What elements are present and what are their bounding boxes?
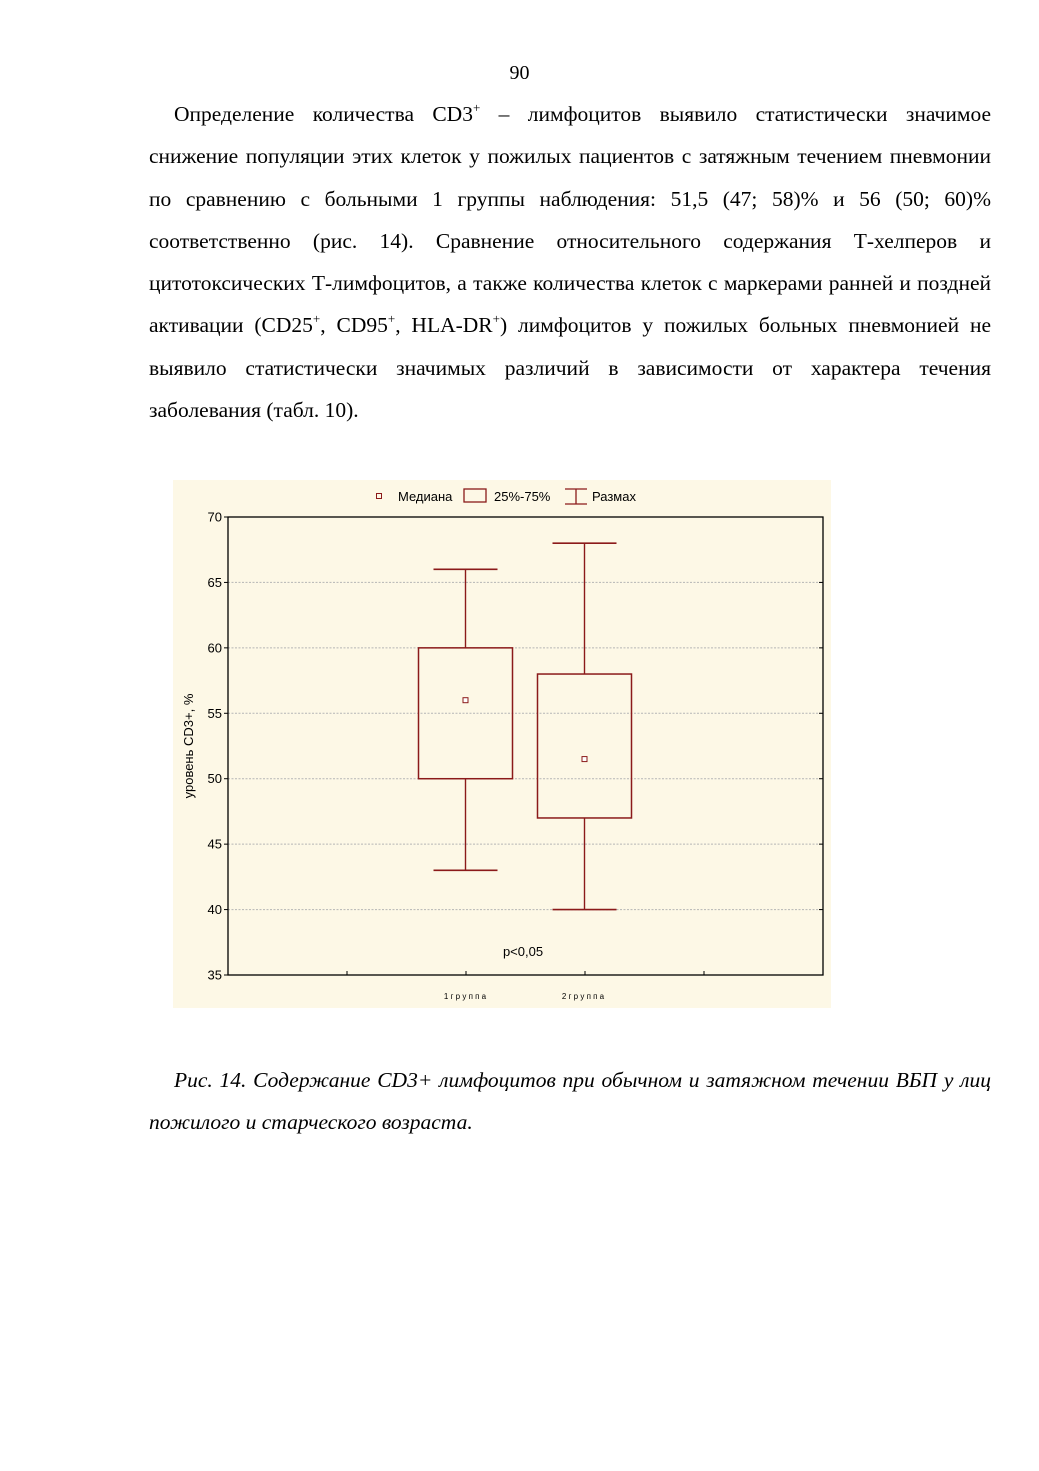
box-group-1 bbox=[419, 569, 513, 870]
iqr-box bbox=[538, 674, 632, 818]
x-tick-label-group-1: 1 г р у п п а bbox=[443, 992, 487, 1001]
p-value-annotation: p<0,05 bbox=[502, 944, 544, 959]
y-axis bbox=[208, 510, 823, 983]
paragraph-text-4: , HLA-DR bbox=[395, 313, 493, 338]
legend-box-marker bbox=[464, 489, 486, 502]
median-marker bbox=[582, 757, 587, 762]
paragraph-text-2: – лимфоцитов выявило статистически значимое снижение популяции этих клеток у пожилых пациентов с затяжным течением пневмонии по сравнению с больными 1 группы наблюдения: 51,5 (47; 58)% и 56 (50; 60)% соответственно (рис. 14). Сравнение относительного содержания Т-хелперов и цитотоксических Т-лимфоцитов, а также количества клеток с маркерами ранней и поздней активации (CD25 bbox=[149, 102, 992, 338]
y-tick-label: 60 bbox=[207, 640, 222, 656]
y-tick-label: 50 bbox=[207, 771, 222, 787]
y-tick-label: 70 bbox=[207, 509, 222, 525]
body-paragraph bbox=[149, 93, 991, 431]
legend-range-marker bbox=[565, 489, 587, 504]
box-plot-groups bbox=[419, 543, 632, 909]
y-tick-label: 40 bbox=[207, 902, 222, 918]
box-plot-chart bbox=[173, 480, 831, 1008]
y-tick-label: 45 bbox=[207, 836, 222, 852]
legend-median-label: Медиана bbox=[398, 489, 453, 504]
legend-median-marker bbox=[377, 494, 382, 499]
superscript-plus-3: + bbox=[387, 311, 396, 327]
legend-range-label: Размах bbox=[592, 489, 636, 504]
x-tick-label-group-2: 2 г р у п п а bbox=[561, 992, 605, 1001]
legend-box-label: 25%-75% bbox=[494, 489, 551, 504]
y-tick-label: 55 bbox=[207, 705, 222, 721]
figure-caption: Рис. 14. Содержание CD3+ лимфоцитов при обычном и затяжном течении ВБП у лиц пожилого и старческого возраста. bbox=[149, 1068, 991, 1135]
grid-lines bbox=[228, 582, 823, 909]
y-axis-label: уровень CD3+, % bbox=[181, 693, 196, 799]
legend bbox=[377, 489, 637, 504]
median-marker bbox=[463, 698, 468, 703]
box-group-2 bbox=[538, 543, 632, 909]
y-tick-label: 35 bbox=[207, 967, 222, 983]
figure-box-plot bbox=[173, 480, 831, 1008]
paragraph-text-1: Определение количества CD3 bbox=[174, 102, 473, 126]
plot-frame bbox=[228, 517, 823, 975]
paragraph-text-3: , CD95 bbox=[320, 313, 388, 338]
paragraph-text-5: ) лимфоцитов у пожилых больных пневмонией не выявило статистически значимых различий в зависимости от характера течения заболевания (табл. 10). bbox=[149, 313, 992, 423]
y-tick-label: 65 bbox=[207, 574, 222, 590]
superscript-plus-2: + bbox=[312, 311, 321, 327]
page-number: 90 bbox=[509, 62, 530, 84]
superscript-plus-1: + bbox=[472, 100, 481, 115]
superscript-plus-4: + bbox=[492, 311, 500, 327]
